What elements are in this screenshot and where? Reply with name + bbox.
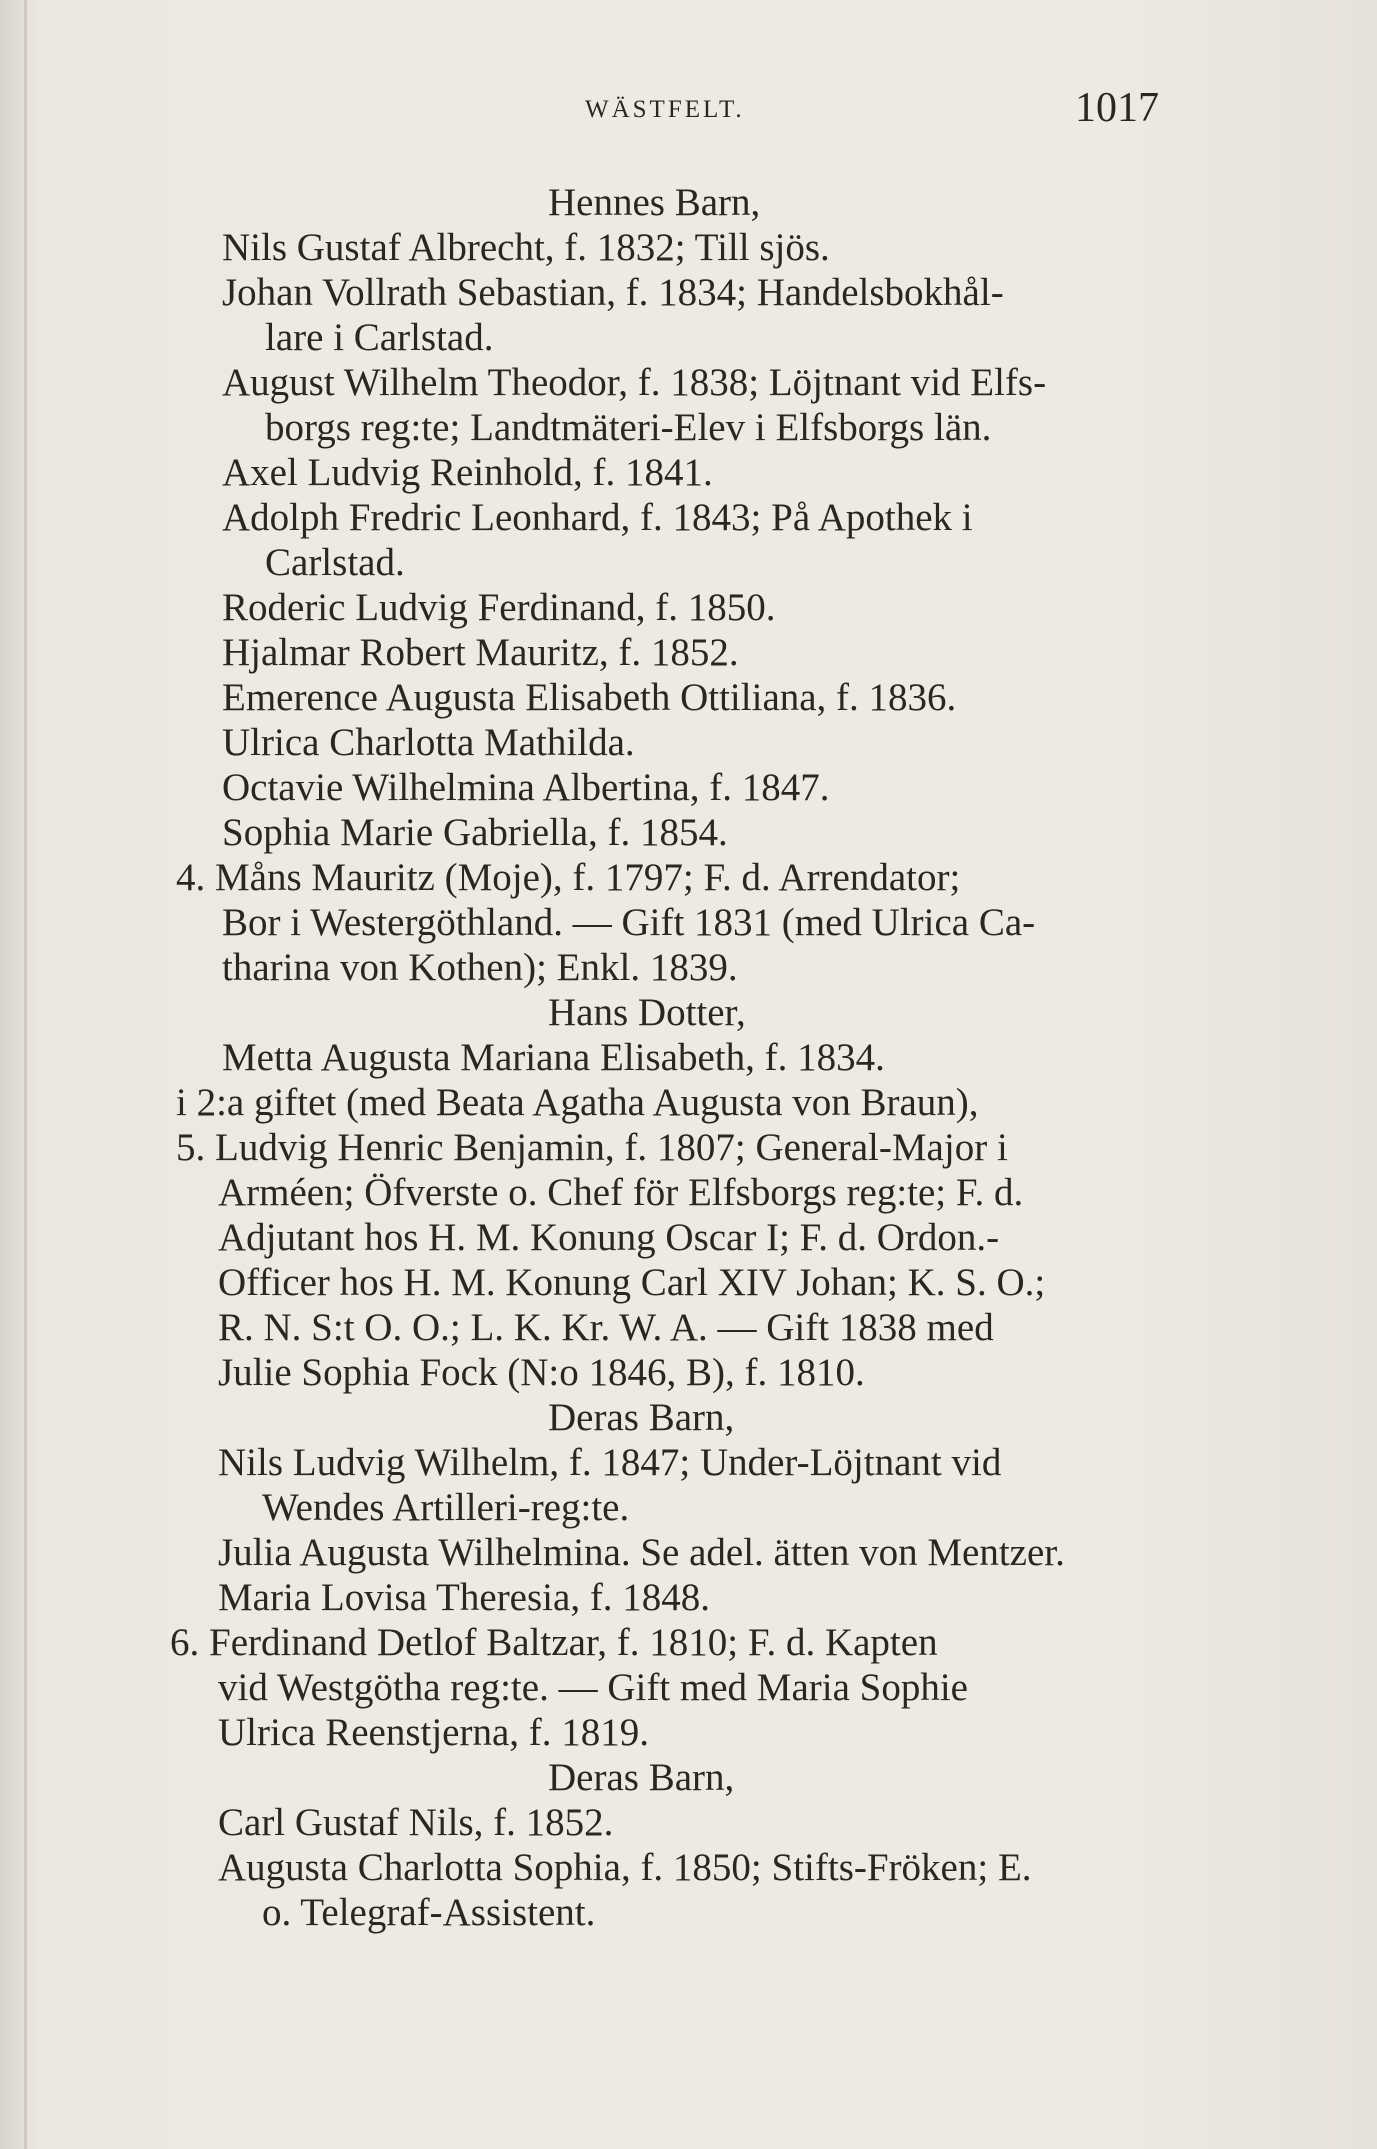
text-line: Adjutant hos H. M. Konung Oscar I; F. d. Ordon.- [218, 1216, 1000, 1259]
text-line: Roderic Ludvig Ferdinand, f. 1850. [222, 586, 776, 629]
text-line: August Wilhelm Theodor, f. 1838; Löjtnant vid Elfs- [222, 361, 1047, 404]
text-line: Wendes Artilleri-reg:te. [262, 1486, 630, 1529]
text-line: Nils Gustaf Albrecht, f. 1832; Till sjös. [222, 226, 830, 269]
text-line: Nils Ludvig Wilhelm, f. 1847; Under-Löjtnant vid [218, 1441, 1002, 1484]
text-line: Hjalmar Robert Mauritz, f. 1852. [222, 631, 739, 674]
text-line: Ulrica Charlotta Mathilda. [222, 721, 635, 764]
section-heading: Hans Dotter, [548, 991, 746, 1034]
text-line: Carl Gustaf Nils, f. 1852. [218, 1801, 614, 1844]
text-line: R. N. S:t O. O.; L. K. Kr. W. A. — Gift 1838 med [218, 1306, 994, 1349]
text-line: lare i Carlstad. [265, 316, 494, 359]
section-heading: Deras Barn, [548, 1756, 735, 1799]
page-number: 1017 [1075, 85, 1159, 131]
text-line: 4. Måns Mauritz (Moje), f. 1797; F. d. Arrendator; [176, 856, 961, 899]
text-line: o. Telegraf-Assistent. [262, 1891, 596, 1934]
text-line: Julia Augusta Wilhelmina. Se adel. ätten von Mentzer. [218, 1531, 1065, 1574]
text-line: Bor i Westergöthland. — Gift 1831 (med Ulrica Ca- [222, 901, 1036, 944]
text-line: Officer hos H. M. Konung Carl XIV Johan; K. S. O.; [218, 1261, 1046, 1304]
text-line: i 2:a giftet (med Beata Agatha Augusta von Braun), [176, 1081, 979, 1124]
text-line: vid Westgötha reg:te. — Gift med Maria Sophie [218, 1666, 968, 1709]
text-line: Carlstad. [265, 541, 405, 584]
text-line: 5. Ludvig Henric Benjamin, f. 1807; General-Major i [176, 1126, 1008, 1169]
page-gutter [24, 0, 27, 2149]
text-line: tharina von Kothen); Enkl. 1839. [222, 946, 738, 989]
text-line: Adolph Fredric Leonhard, f. 1843; På Apothek i [222, 496, 973, 539]
text-line: Augusta Charlotta Sophia, f. 1850; Stifts-Fröken; E. [218, 1846, 1032, 1889]
text-line: Ulrica Reenstjerna, f. 1819. [218, 1711, 650, 1754]
text-line: Arméen; Öfverste o. Chef för Elfsborgs reg:te; F. d. [218, 1171, 1024, 1214]
text-line: Octavie Wilhelmina Albertina, f. 1847. [222, 766, 830, 809]
text-line: Emerence Augusta Elisabeth Ottiliana, f. 1836. [222, 676, 957, 719]
text-line: Axel Ludvig Reinhold, f. 1841. [222, 451, 713, 494]
text-line: Julie Sophia Fock (N:o 1846, B), f. 1810. [218, 1351, 865, 1394]
text-line: Metta Augusta Mariana Elisabeth, f. 1834. [222, 1036, 885, 1079]
section-heading: Deras Barn, [548, 1396, 735, 1439]
running-head: WÄSTFELT. [585, 96, 745, 123]
text-line: Sophia Marie Gabriella, f. 1854. [222, 811, 728, 854]
text-line: Maria Lovisa Theresia, f. 1848. [218, 1576, 711, 1619]
section-heading: Hennes Barn, [548, 181, 761, 224]
text-line: Johan Vollrath Sebastian, f. 1834; Handelsbokhål- [222, 271, 1004, 314]
text-line: 6. Ferdinand Detlof Baltzar, f. 1810; F. d. Kapten [170, 1621, 938, 1664]
text-line: borgs reg:te; Landtmäteri-Elev i Elfsborgs län. [265, 406, 992, 449]
